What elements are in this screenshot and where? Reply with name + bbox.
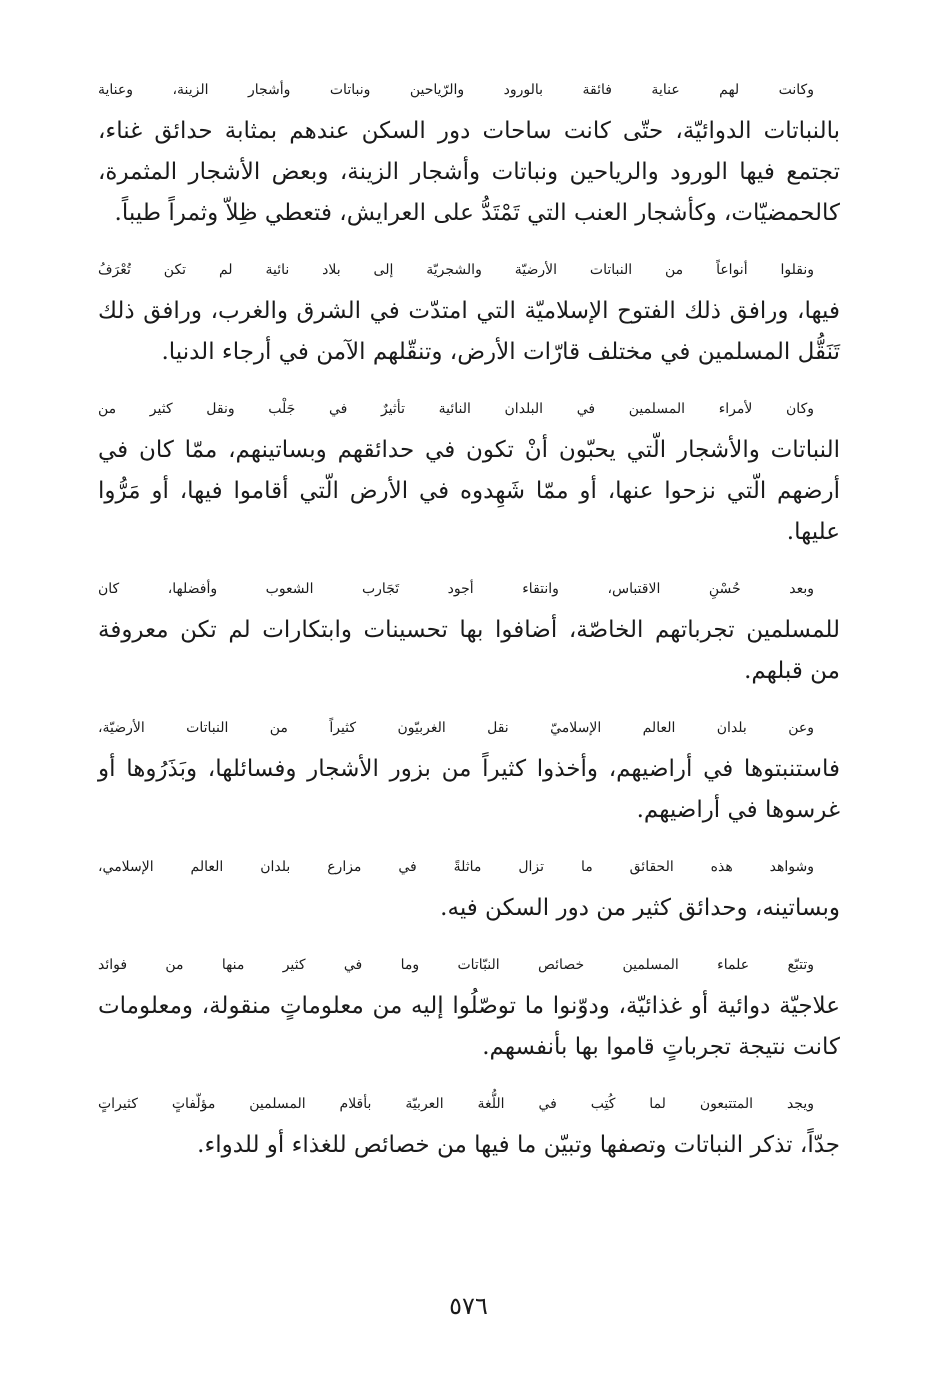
text-line: عليها.	[786, 519, 840, 545]
text-line: وكان لأمراء المسلمين في البلدان النائية تأثيرٌ في جَلْب ونقل كثير من	[98, 401, 814, 417]
text-line: فاستنبتوها في أراضيهم، وأخذوا كثيراً من بزور الأشجار وفسائلها، وبَذَرُوها أو	[98, 756, 840, 782]
paragraph-5	[98, 708, 840, 831]
text-line: كانت نتيجة تجرباتٍ قاموا بها بأنفسهم.	[482, 1034, 840, 1060]
paragraph-3	[98, 389, 840, 553]
text-line: النباتات والأشجار الّتي يحبّون أنْ تكون في حدائقهم وبساتينهم، ممّا كان في	[98, 437, 840, 463]
text-line: وبعد حُسْنِ الاقتباس، وانتقاء أجود تَجَارب الشعوب وأفضلها، كان	[98, 581, 814, 597]
paragraph-2	[98, 250, 840, 373]
text-line: وتتبّع علماء المسلمين خصائص النبّاتات وما في كثير منها من فوائد	[98, 957, 814, 973]
paragraph-8	[98, 1084, 840, 1166]
text-line: أرضهم الّتي نزحوا عنها، أو ممّا شَهِدوه في الأرض الّتي أقاموا فيها، أو مَرُّوا	[98, 478, 840, 504]
text-line: وبساتينه، وحدائق كثير من دور السكن فيه.	[440, 895, 840, 921]
page-number: ٥٧٦	[449, 1292, 488, 1320]
text-line: فيها، ورافق ذلك الفتوح الإسلاميّة التي امتدّت في الشرق والغرب، ورافق ذلك	[98, 298, 840, 324]
page-body	[98, 70, 840, 1182]
text-line: ونقلوا أنواعاً من النباتات الأرضيّة والشجريّة إلى بلاد نائية لم تكن تُعْرَفُ	[98, 262, 814, 278]
paragraph-7	[98, 945, 840, 1068]
text-line: للمسلمين تجرباتهم الخاصّة، أضافوا بها تحسينات وابتكارات لم تكن معروفة	[98, 617, 840, 643]
text-line: ويجد المتتبعون لما كُتِب في اللُّغة العربيّة بأقلام المسلمين مؤلّفاتٍ كثيراتٍ	[98, 1096, 814, 1112]
text-line: علاجيّة دوائية أو غذائيّة، ودوّنوا ما توصّلُوا إليه من معلوماتٍ منقولة، ومعلومات	[98, 993, 840, 1019]
text-line: تَنَقُّل المسلمين في مختلف قارّات الأرض، وتنقّلهم الآمن في أرجاء الدنيا.	[161, 339, 840, 365]
text-line: وعن بلدان العالم الإسلاميّ نقل الغربيّون كثيراً من النباتات الأرضيّة،	[98, 720, 814, 736]
text-line: كالحمضيّات، وكأشجار العنب التي تَمْتَدُّ على العرايش، فتعطي ظِلاّ وثمراً طيباً.	[114, 200, 840, 226]
text-line: جدّاً، تذكر النباتات وتصفها وتبيّن ما فيها من خصائص للغذاء أو للدواء.	[197, 1132, 840, 1158]
text-line: بالنباتات الدوائيّة، حتّى كانت ساحات دور السكن عندهم بمثابة حدائق غناء،	[98, 118, 840, 144]
paragraph-1	[98, 70, 840, 234]
paragraph-6	[98, 847, 840, 929]
text-line: تجتمع فيها الورود والرياحين ونباتات وأشجار الزينة، وبعض الأشجار المثمرة،	[98, 159, 840, 185]
paragraph-4	[98, 569, 840, 692]
text-line: وكانت لهم عناية فائقة بالورود والرّياحين ونباتات وأشجار الزينة، وعناية	[98, 82, 814, 98]
text-line: غرسوها في أراضيهم.	[636, 797, 840, 823]
text-line: من قبلهم.	[744, 658, 840, 684]
text-line: وشواهد هذه الحقائق ما تزال ماثلةً في مزارع بلدان العالم الإسلامي،	[98, 859, 814, 875]
